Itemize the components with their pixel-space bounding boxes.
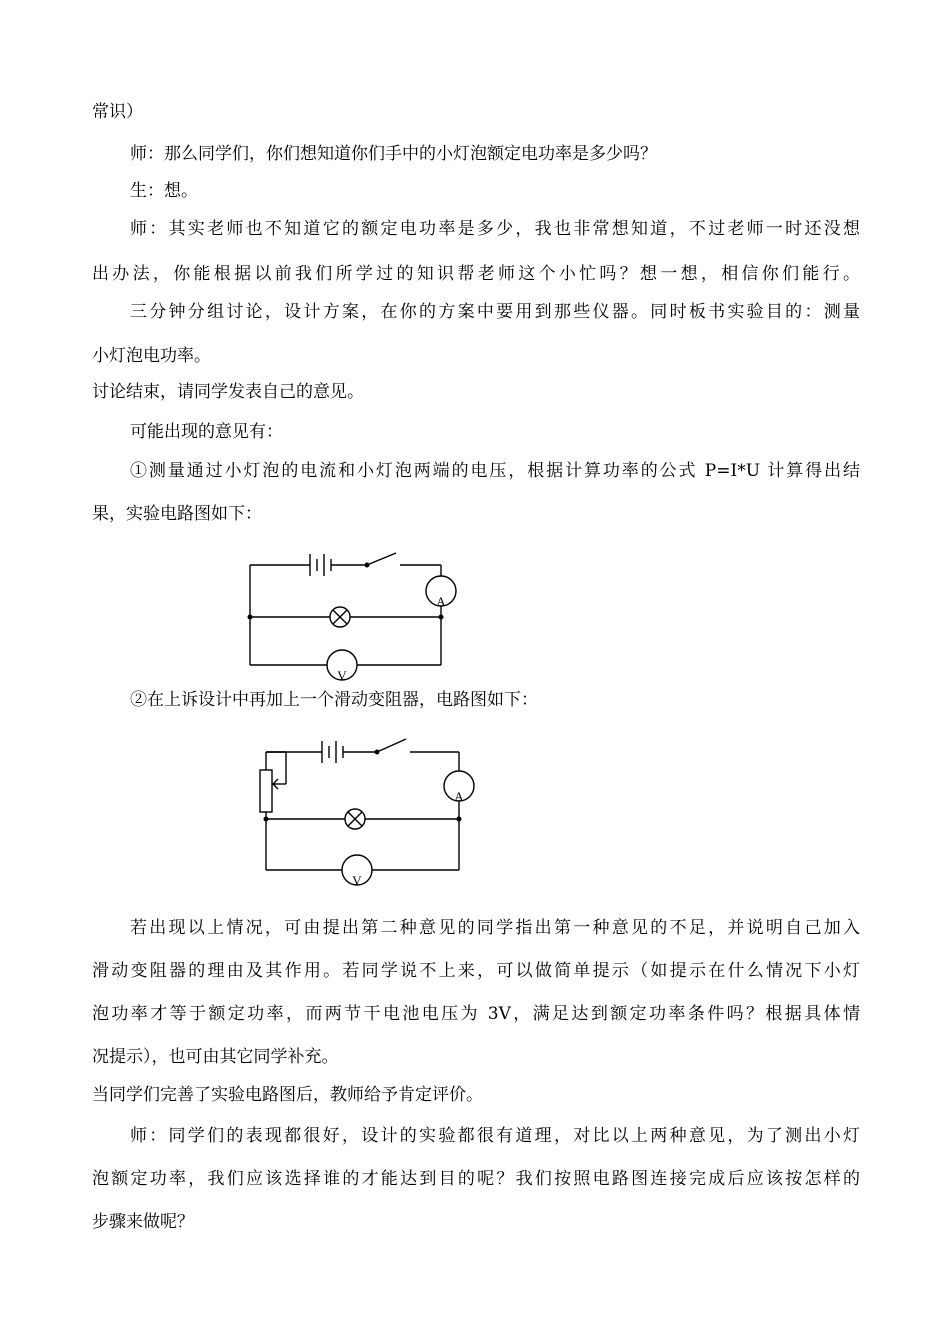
paragraph-line: 当同学们完善了实验电路图后，教师给予肯定评价。 <box>92 1085 483 1105</box>
junction <box>439 615 444 620</box>
junction <box>264 817 269 822</box>
paragraph-line: 常识） <box>92 102 143 122</box>
junction <box>457 817 462 822</box>
paragraph-line: 滑动变阻器的理由及其作用。若同学说不上来，可以做简单提示（如提示在什么情况下小灯 <box>92 961 860 981</box>
junction <box>248 615 253 620</box>
paragraph-line: 况提示），也可由其它同学补充。 <box>92 1047 339 1067</box>
paragraph-line: 步骤来做呢？ <box>92 1212 194 1232</box>
voltmeter-label: V <box>337 668 347 683</box>
paragraph-line: 泡功率才等于额定功率，而两节干电池电压为 3V，满足达到额定功率条件吗？根据具体情 <box>92 1004 860 1024</box>
paragraph-line: 果，实验电路图如下： <box>92 504 262 524</box>
paragraph-line: 小灯泡电功率。 <box>92 346 211 366</box>
switch-blade <box>377 739 406 752</box>
paragraph-line: 师：其实老师也不知道它的额定电功率是多少，我也非常想知道，不过老师一时还没想 <box>130 219 860 239</box>
paragraph-line: 若出现以上情况，可由提出第二种意见的同学指出第一种意见的不足，并说明自己加入 <box>130 918 860 938</box>
paragraph-line: 可能出现的意见有： <box>130 422 283 442</box>
paragraph-line: 生：想。 <box>130 181 198 201</box>
ammeter-label: A <box>436 594 446 609</box>
paragraph-line: 讨论结束，请同学发表自己的意见。 <box>92 382 364 402</box>
paragraph-line: 师：同学们的表现都很好，设计的实验都很有道理，对比以上两种意见，为了测出小灯 <box>130 1126 860 1146</box>
circuit-diagram-1 <box>240 545 470 685</box>
paragraph-line: ①测量通过小灯泡的电流和小灯泡两端的电压，根据计算功率的公式 P=I*U 计算得出结 <box>130 461 860 481</box>
paragraph-line: ②在上诉设计中再加上一个滑动变阻器，电路图如下： <box>130 690 538 710</box>
circuit-diagram-2 <box>250 730 480 890</box>
voltmeter-label: V <box>352 873 362 888</box>
paragraph-line: 出办法，你能根据以前我们所学过的知识帮老师这个小忙吗？想一想，相信你们能行。 <box>92 264 860 284</box>
paragraph-line: 泡额定功率，我们应该选择谁的才能达到目的呢？我们按照电路图连接完成后应该按怎样的 <box>92 1169 860 1189</box>
switch-blade <box>367 553 396 565</box>
paragraph-line: 师：那么同学们，你们想知道你们手中的小灯泡额定电功率是多少吗？ <box>130 144 657 164</box>
ammeter-label: A <box>454 789 464 804</box>
rheostat <box>260 770 272 812</box>
paragraph-line: 三分钟分组讨论，设计方案，在你的方案中要用到那些仪器。同时板书实验目的：测量 <box>130 302 860 322</box>
